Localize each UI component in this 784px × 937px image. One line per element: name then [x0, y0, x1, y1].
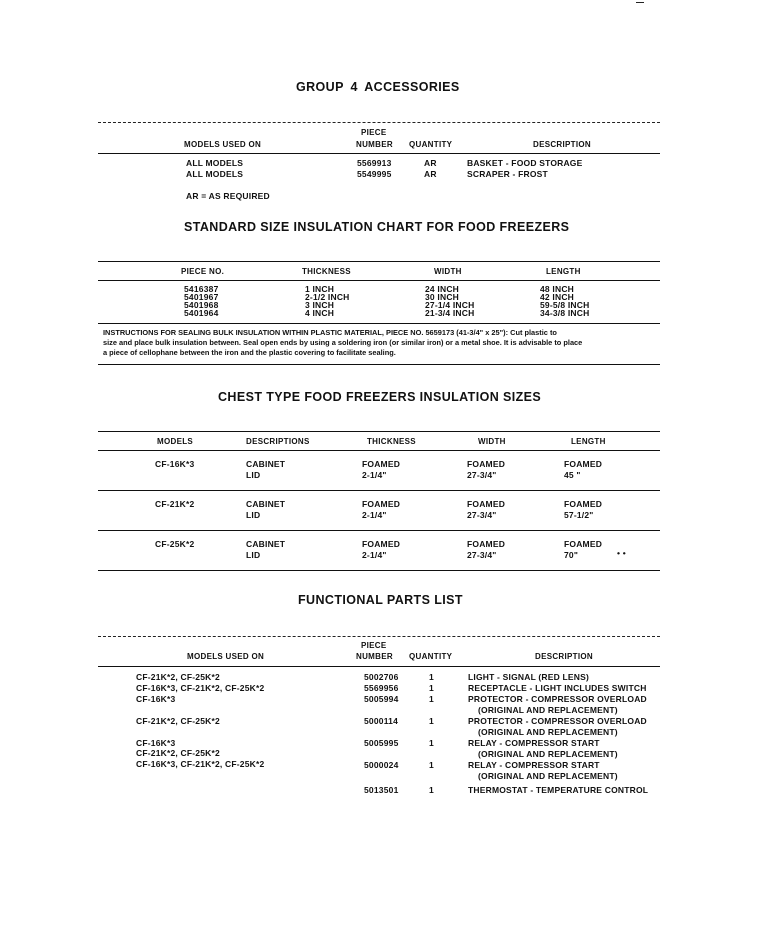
parts-header-models: MODELS USED ON [187, 652, 265, 661]
acc-row-1-models: ALL MODELS [186, 158, 244, 168]
chest-row-3-desc-2: LID [246, 550, 261, 560]
std-row-4-width: 21-3/4 INCH [425, 308, 475, 318]
parts-row-2-desc: RECEPTACLE - LIGHT INCLUDES SWITCH [468, 683, 647, 693]
std-row-1-thickness: 1 INCH [305, 284, 335, 294]
std-row-2-piece: 5401967 [184, 292, 219, 302]
parts-header-piece-2: NUMBER [356, 652, 393, 661]
acc-header-description: DESCRIPTION [533, 140, 591, 149]
chest-row-1-thick-2: 2-1/4" [362, 470, 387, 480]
standard-bottom-rule [98, 364, 660, 365]
accessories-header-rule [98, 153, 660, 154]
std-row-2-width: 30 INCH [425, 292, 459, 302]
parts-row-1-qty: 1 [429, 672, 434, 682]
parts-row-4-piece: 5000114 [364, 716, 399, 726]
acc-row-2-qty: AR [424, 169, 437, 179]
parts-row-4-models: CF-21K*2, CF-25K*2 [136, 716, 220, 726]
parts-row-5-models-2: CF-21K*2, CF-25K*2 [136, 748, 220, 758]
acc-row-1-qty: AR [424, 158, 437, 168]
parts-row-5-models: CF-16K*3 [136, 738, 176, 748]
chest-row-2-length-2: 57-1/2" [564, 510, 594, 520]
parts-header-piece-1: PIECE [361, 641, 387, 650]
acc-row-1-piece: 5569913 [357, 158, 392, 168]
parts-row-5-desc: RELAY - COMPRESSOR START [468, 738, 600, 748]
parts-row-5-qty: 1 [429, 738, 434, 748]
chest-row-3-width-1: FOAMED [467, 539, 506, 549]
parts-row-5-desc-2: (ORIGINAL AND REPLACEMENT) [478, 749, 618, 759]
parts-row-2-models: CF-16K*3, CF-21K*2, CF-25K*2 [136, 683, 265, 693]
std-row-3-thickness: 3 INCH [305, 300, 335, 310]
parts-top-rule [98, 636, 660, 637]
acc-header-piece-1: PIECE [361, 128, 387, 137]
parts-row-1-models: CF-21K*2, CF-25K*2 [136, 672, 220, 682]
stray-mark: • • [617, 548, 626, 558]
std-row-1-length: 48 INCH [540, 284, 574, 294]
chest-row-1-desc-2: LID [246, 470, 261, 480]
std-header-thickness: THICKNESS [302, 267, 351, 276]
std-row-2-length: 42 INCH [540, 292, 574, 302]
chest-row-1-width-2: 27-3/4" [467, 470, 497, 480]
chest-row-3-model: CF-25K*2 [155, 539, 195, 549]
chest-row-2-length-1: FOAMED [564, 499, 603, 509]
parts-row-6-qty: 1 [429, 760, 434, 770]
parts-row-2-qty: 1 [429, 683, 434, 693]
std-header-width: WIDTH [434, 267, 462, 276]
instructions-line-1: INSTRUCTIONS FOR SEALING BULK INSULATION WITHIN PLASTIC MATERIAL, PIECE NO. 5659173 (41-3/4" x 25"): Cut plastic to [103, 328, 557, 337]
chest-row-3-length-2: 70" [564, 550, 579, 560]
acc-row-2-piece: 5549995 [357, 169, 392, 179]
chest-row-2-model: CF-21K*2 [155, 499, 195, 509]
functional-parts-title: FUNCTIONAL PARTS LIST [298, 593, 463, 607]
chest-row-3-length-1: FOAMED [564, 539, 603, 549]
chest-row-1-length-1: FOAMED [564, 459, 603, 469]
chest-row-1-thick-1: FOAMED [362, 459, 401, 469]
parts-row-3-piece: 5005994 [364, 694, 399, 704]
standard-top-rule [98, 261, 660, 262]
chest-row-2-desc-1: CABINET [246, 499, 286, 509]
acc-header-models: MODELS USED ON [184, 140, 262, 149]
std-header-length: LENGTH [546, 267, 581, 276]
parts-row-4-qty: 1 [429, 716, 434, 726]
acc-row-1-desc: BASKET - FOOD STORAGE [467, 158, 583, 168]
parts-row-3-desc-2: (ORIGINAL AND REPLACEMENT) [478, 705, 618, 715]
parts-row-1-desc: LIGHT - SIGNAL (RED LENS) [468, 672, 590, 682]
chest-header-models: MODELS [157, 437, 194, 446]
chest-row-2-thick-1: FOAMED [362, 499, 401, 509]
chest-row-2-desc-2: LID [246, 510, 261, 520]
acc-row-2-desc: SCRAPER - FROST [467, 169, 548, 179]
std-row-1-piece: 5416387 [184, 284, 219, 294]
chest-header-descriptions: DESCRIPTIONS [246, 437, 310, 446]
std-row-3-length: 59-5/8 INCH [540, 300, 590, 310]
chest-row-1-length-2: 45 " [564, 470, 581, 480]
chest-header-width: WIDTH [478, 437, 506, 446]
parts-row-6-piece: 5000024 [364, 760, 399, 770]
parts-row-3-desc: PROTECTOR - COMPRESSOR OVERLOAD [468, 694, 647, 704]
chest-row-3-desc-1: CABINET [246, 539, 286, 549]
std-row-4-length: 34-3/8 INCH [540, 308, 590, 318]
chest-top-rule [98, 431, 660, 432]
chest-row-3-width-2: 27-3/4" [467, 550, 497, 560]
chest-row-1-desc-1: CABINET [246, 459, 286, 469]
corner-mark [636, 2, 644, 3]
std-row-3-width: 27-1/4 INCH [425, 300, 475, 310]
std-row-3-piece: 5401968 [184, 300, 219, 310]
chest-row-2-thick-2: 2-1/4" [362, 510, 387, 520]
standard-header-rule [98, 280, 660, 281]
accessories-top-rule [98, 122, 660, 123]
std-row-4-piece: 5401964 [184, 308, 219, 318]
standard-insulation-title: STANDARD SIZE INSULATION CHART FOR FOOD FREEZERS [184, 220, 570, 234]
chest-row-2-width-1: FOAMED [467, 499, 506, 509]
acc-header-piece-2: NUMBER [356, 140, 393, 149]
acc-row-2-models: ALL MODELS [186, 169, 244, 179]
chest-row-3-thick-2: 2-1/4" [362, 550, 387, 560]
instructions-line-3: a piece of cellophane between the iron and the plastic covering to facilitate sealing. [103, 348, 396, 357]
std-row-1-width: 24 INCH [425, 284, 459, 294]
chest-insulation-title: CHEST TYPE FOOD FREEZERS INSULATION SIZES [218, 390, 542, 404]
chest-row-1-rule [98, 490, 660, 491]
parts-row-3-models: CF-16K*3 [136, 694, 176, 704]
chest-bottom-rule [98, 570, 660, 571]
chest-row-1-model: CF-16K*3 [155, 459, 195, 469]
parts-row-7-piece: 5013501 [364, 785, 399, 795]
acc-header-quantity: QUANTITY [409, 140, 453, 149]
parts-row-6-desc-2: (ORIGINAL AND REPLACEMENT) [478, 771, 618, 781]
parts-row-2-piece: 5569956 [364, 683, 399, 693]
chest-row-2-rule [98, 530, 660, 531]
group-title: GROUP 4 ACCESSORIES [296, 80, 460, 94]
parts-row-4-desc-2: (ORIGINAL AND REPLACEMENT) [478, 727, 618, 737]
parts-header-rule [98, 666, 660, 667]
chest-header-thickness: THICKNESS [367, 437, 416, 446]
parts-row-5-piece: 5005995 [364, 738, 399, 748]
chest-header-rule [98, 450, 660, 451]
parts-row-3-qty: 1 [429, 694, 434, 704]
parts-header-description: DESCRIPTION [535, 652, 593, 661]
accessories-note: AR = AS REQUIRED [186, 191, 270, 201]
parts-row-6-models: CF-16K*3, CF-21K*2, CF-25K*2 [136, 759, 265, 769]
parts-row-7-qty: 1 [429, 785, 434, 795]
parts-row-7-desc: THERMOSTAT - TEMPERATURE CONTROL [468, 785, 649, 795]
chest-header-length: LENGTH [571, 437, 606, 446]
standard-instructions-rule [98, 323, 660, 324]
instructions-line-2: size and place bulk insulation between. Seal open ends by using a soldering iron (or similar iron) or a metal shoe. It is advisable to place [103, 338, 583, 347]
chest-row-3-thick-1: FOAMED [362, 539, 401, 549]
std-row-4-thickness: 4 INCH [305, 308, 335, 318]
std-row-2-thickness: 2-1/2 INCH [305, 292, 350, 302]
std-header-piece: PIECE NO. [181, 267, 225, 276]
parts-row-6-desc: RELAY - COMPRESSOR START [468, 760, 600, 770]
parts-row-4-desc: PROTECTOR - COMPRESSOR OVERLOAD [468, 716, 647, 726]
parts-header-quantity: QUANTITY [409, 652, 453, 661]
chest-row-1-width-1: FOAMED [467, 459, 506, 469]
chest-row-2-width-2: 27-3/4" [467, 510, 497, 520]
parts-row-1-piece: 5002706 [364, 672, 399, 682]
